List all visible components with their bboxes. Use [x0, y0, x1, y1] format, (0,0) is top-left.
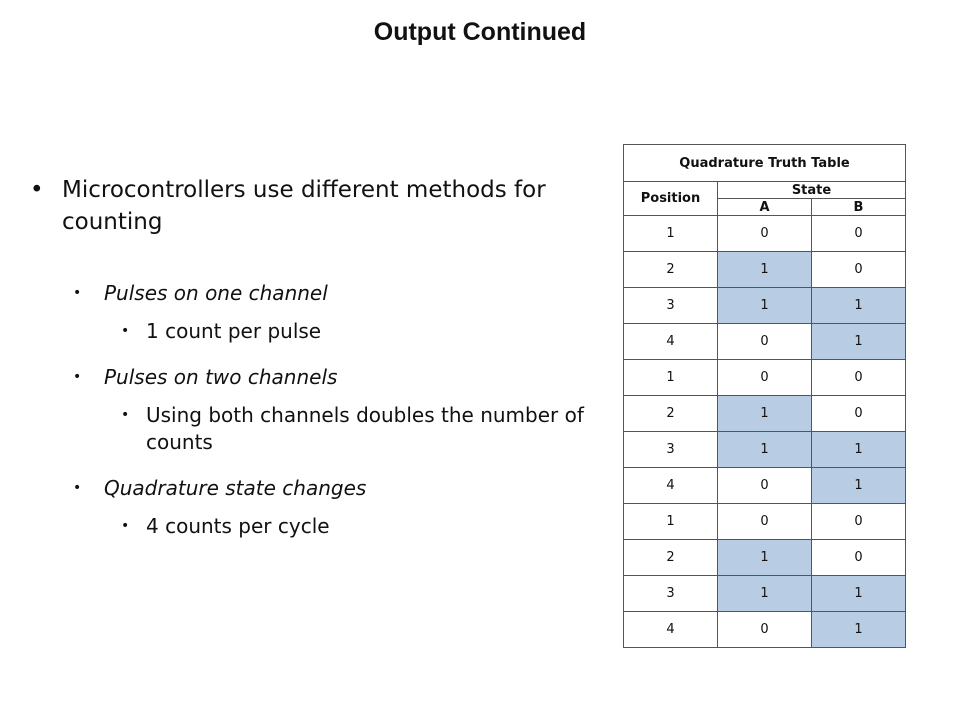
position-cell: 1 — [624, 216, 718, 252]
b-cell: 0 — [812, 360, 906, 396]
method-item — [73, 475, 600, 502]
slide-title: Output Continued — [373, 18, 587, 46]
position-cell: 4 — [624, 612, 718, 648]
main-bullet-text: Microcontrollers use different methods for counting — [62, 177, 546, 235]
a-cell: 1 — [718, 252, 812, 288]
bullet-dot-icon: • — [73, 285, 82, 301]
b-cell: 0 — [812, 540, 906, 576]
a-cell: 1 — [718, 540, 812, 576]
a-cell: 1 — [718, 288, 812, 324]
b-cell: 0 — [812, 216, 906, 252]
position-header: Position — [624, 182, 718, 216]
table-caption: Quadrature Truth Table — [624, 145, 906, 182]
method-item — [73, 280, 600, 307]
quadrature-truth-table — [623, 144, 906, 648]
method-detail — [121, 318, 600, 345]
table-row — [624, 432, 906, 468]
bullet-dot-icon: • — [121, 407, 130, 423]
a-cell: 0 — [718, 504, 812, 540]
position-cell: 4 — [624, 324, 718, 360]
position-cell: 3 — [624, 288, 718, 324]
a-cell: 1 — [718, 432, 812, 468]
position-cell: 3 — [624, 432, 718, 468]
a-cell: 0 — [718, 468, 812, 504]
position-cell: 4 — [624, 468, 718, 504]
table-row — [624, 324, 906, 360]
position-cell: 1 — [624, 504, 718, 540]
position-cell: 2 — [624, 252, 718, 288]
b-cell: 1 — [812, 288, 906, 324]
b-cell: 1 — [812, 432, 906, 468]
table-row — [624, 252, 906, 288]
position-cell: 1 — [624, 360, 718, 396]
a-cell: 0 — [718, 216, 812, 252]
bullet-dot-icon: • — [73, 480, 82, 496]
bullet-dot-icon: • — [121, 518, 130, 534]
a-cell: 1 — [718, 576, 812, 612]
b-cell: 0 — [812, 504, 906, 540]
position-cell: 2 — [624, 540, 718, 576]
method-label: Pulses on two channels — [104, 365, 338, 389]
position-cell: 3 — [624, 576, 718, 612]
a-cell: 0 — [718, 360, 812, 396]
b-cell: 1 — [812, 324, 906, 360]
a-cell: 1 — [718, 396, 812, 432]
method-label: Pulses on one channel — [104, 281, 328, 305]
table-row — [624, 576, 906, 612]
b-cell: 0 — [812, 252, 906, 288]
a-cell: 0 — [718, 612, 812, 648]
b-cell: 0 — [812, 396, 906, 432]
bullet-dot-icon: • — [30, 177, 44, 203]
table-row — [624, 396, 906, 432]
main-bullet — [30, 174, 600, 238]
b-cell: 1 — [812, 576, 906, 612]
table-row — [624, 612, 906, 648]
table-row — [624, 360, 906, 396]
a-header: A — [718, 199, 812, 216]
method-item — [73, 364, 600, 391]
table-row — [624, 540, 906, 576]
method-detail-text: 4 counts per cycle — [146, 514, 330, 538]
b-cell: 1 — [812, 612, 906, 648]
b-cell: 1 — [812, 468, 906, 504]
bullet-list — [30, 174, 600, 540]
bullet-dot-icon: • — [121, 323, 130, 339]
method-detail — [121, 402, 600, 456]
table-row — [624, 468, 906, 504]
bullet-dot-icon: • — [73, 369, 82, 385]
a-cell: 0 — [718, 324, 812, 360]
table-row — [624, 216, 906, 252]
table-row — [624, 504, 906, 540]
method-detail-text: 1 count per pulse — [146, 319, 322, 343]
state-header: State — [718, 182, 906, 199]
position-cell: 2 — [624, 396, 718, 432]
method-detail — [121, 513, 600, 540]
method-label: Quadrature state changes — [104, 476, 367, 500]
method-detail-text: Using both channels doubles the number of counts — [146, 403, 584, 454]
table-row — [624, 288, 906, 324]
table-body — [624, 216, 906, 648]
b-header: B — [812, 199, 906, 216]
